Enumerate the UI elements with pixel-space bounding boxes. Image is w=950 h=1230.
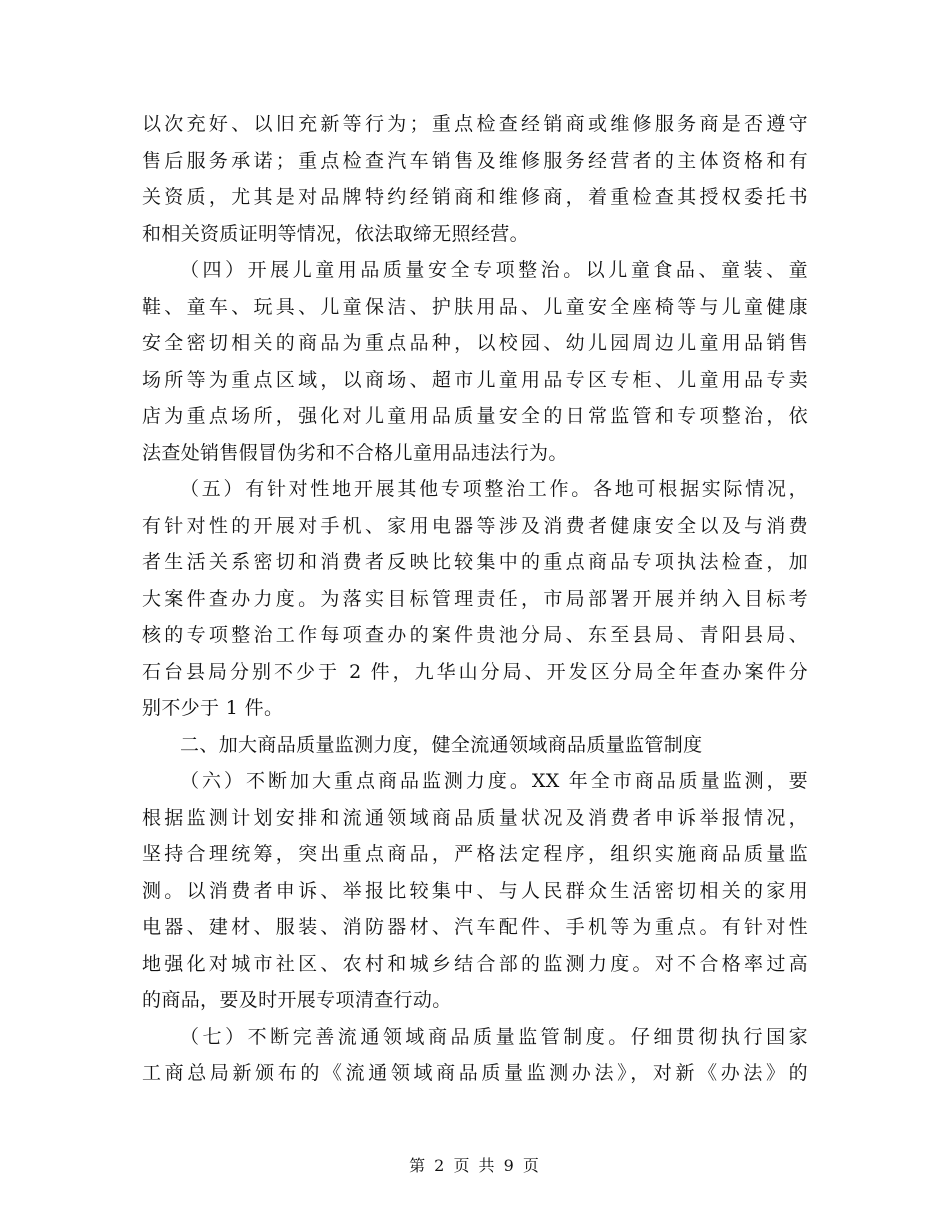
body-line: （七）不断完善流通领域商品质量监管制度。仔细贯彻执行国家	[180, 1025, 808, 1048]
body-line: 有针对性的开展对手机、家用电器等涉及消费者健康安全以及与消费	[142, 514, 808, 537]
body-line: 安全密切相关的商品为重点品种，以校园、幼儿园周边儿童用品销售	[142, 332, 808, 354]
body-line: 核的专项整治工作每项查办的案件贵池分局、东至县局、青阳县局、	[142, 624, 808, 646]
page-footer: 第 2 页 共 9 页	[409, 1156, 541, 1175]
body-line: 店为重点场所，强化对儿童用品质量安全的日常监管和专项整治，依	[142, 405, 808, 427]
body-line: 坚持合理统筹，突出重点商品，严格法定程序，组织实施商品质量监	[142, 843, 808, 865]
body-line: 鞋、童车、玩具、儿童保洁、护肤用品、儿童安全座椅等与儿童健康	[142, 295, 808, 318]
body-line: 者生活关系密切和消费者反映比较集中的重点商品专项执法检查，加	[142, 551, 808, 573]
body-line: （六）不断加大重点商品监测力度。XX 年全市商品质量监测，要	[180, 770, 808, 792]
body-line: 关资质，尤其是对品牌特约经销商和维修商，着重检查其授权委托书	[142, 186, 808, 208]
body-line: 别不少于 1 件。	[142, 697, 284, 719]
body-line: （五）有针对性地开展其他专项整治工作。各地可根据实际情况，	[180, 478, 808, 500]
body-line: （四）开展儿童用品质量安全专项整治。以儿童食品、童装、童	[180, 259, 808, 281]
body-line: 工商总局新颁布的《流通领域商品质量监测办法》，对新《办法》的	[142, 1062, 808, 1084]
body-line: 的商品，要及时开展专项清查行动。	[142, 989, 452, 1011]
body-text	[142, 106, 808, 1092]
body-line: 测。以消费者申诉、举报比较集中、与人民群众生活密切相关的家用	[142, 879, 808, 902]
body-line: 石台县局分别不少于 2 件，九华山分局、开发区分局全年查办案件分	[142, 660, 808, 683]
body-line: 根据监测计划安排和流通领域商品质量状况及消费者申诉举报情况，	[142, 806, 808, 829]
body-line: 地强化对城市社区、农村和城乡结合部的监测力度。对不合格率过高	[142, 952, 808, 975]
body-line: 和相关资质证明等情况，依法取缔无照经营。	[142, 222, 530, 245]
body-line: 法查处销售假冒伪劣和不合格儿童用品违法行为。	[142, 441, 568, 464]
body-line: 电器、建材、服装、消防器材、汽车配件、手机等为重点。有针对性	[142, 916, 808, 938]
body-line: 二、加大商品质量监测力度，健全流通领域商品质量监管制度	[180, 733, 703, 756]
body-line: 场所等为重点区域，以商场、超市儿童用品专区专柜、儿童用品专卖	[142, 368, 808, 391]
body-line: 售后服务承诺；重点检查汽车销售及维修服务经营者的主体资格和有	[142, 149, 808, 172]
body-line: 以次充好、以旧充新等行为；重点检查经销商或维修服务商是否遵守	[142, 113, 808, 135]
body-line: 大案件查办力度。为落实目标管理责任，市局部署开展并纳入目标考	[142, 587, 808, 610]
